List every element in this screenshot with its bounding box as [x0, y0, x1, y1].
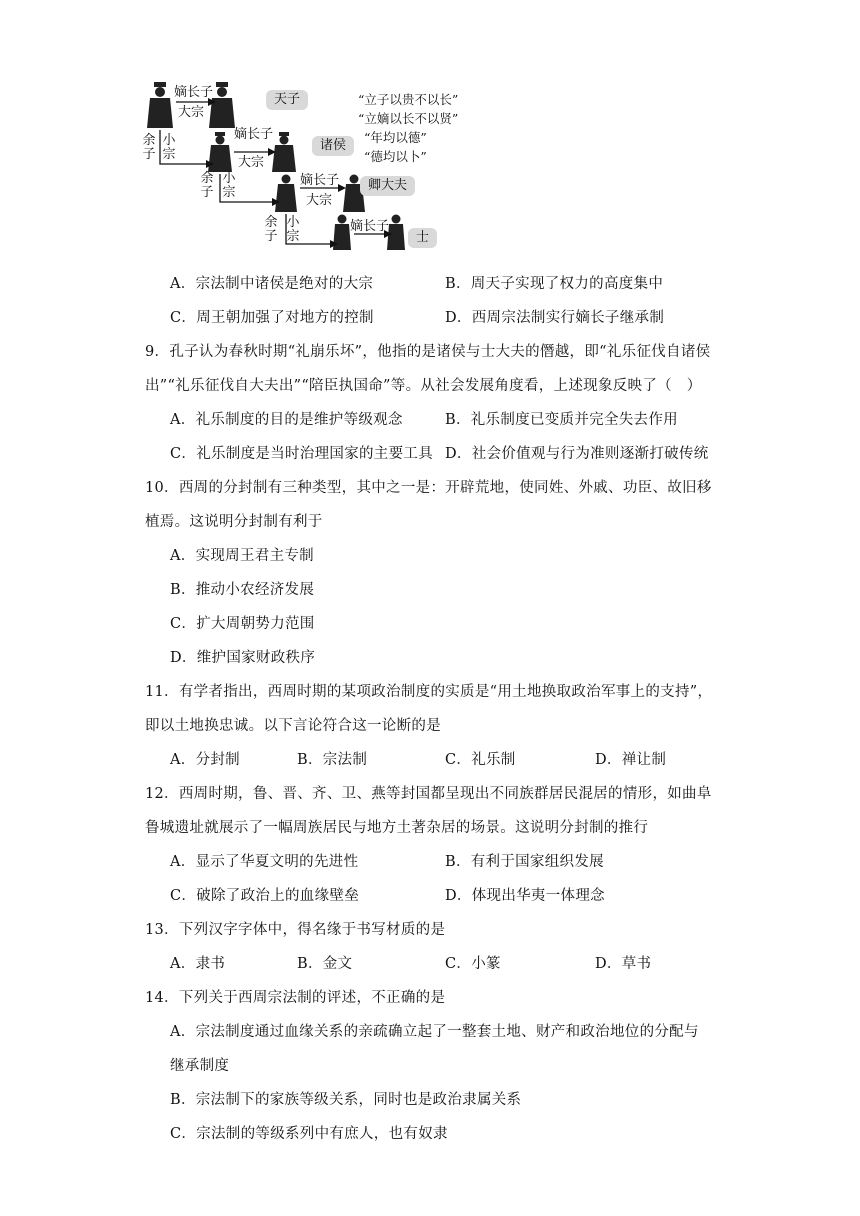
clan-system-diagram	[138, 76, 478, 252]
q10-option-a[interactable]: A．实现周王君主专制	[170, 548, 314, 564]
q9-stem-line: 出”“礼乐征伐自大夫出”“陪臣执国命”等。从社会发展角度看，上述现象反映了（ ）	[145, 378, 702, 394]
q10-stem-line: 植焉。这说明分封制有利于	[145, 514, 323, 530]
quote-line: “立嫡以长不以贤”	[358, 111, 459, 126]
figure-icon	[208, 132, 232, 172]
q9-option-b[interactable]: B．礼乐制度已变质并完全失去作用	[445, 412, 678, 428]
q14-stem-line: 14．下列关于西周宗法制的评述，不正确的是	[145, 990, 446, 1006]
figure-icon	[275, 175, 297, 213]
quote-line: “立子以贵不以长”	[358, 92, 459, 107]
q11-option-d[interactable]: D．禅让制	[595, 752, 667, 768]
minor-lineage-label: 小宗	[286, 215, 300, 244]
q10-stem-line: 10．西周的分封制有三种类型，其中之一是：开辟荒地，使同姓、外戚、功臣、故旧移	[145, 480, 712, 496]
q14-option-c[interactable]: C．宗法制的等级系列中有庶人，也有奴隶	[170, 1126, 448, 1142]
q13-stem-line: 13．下列汉字字体中，得名缘于书写材质的是	[145, 922, 446, 938]
q14-option-a[interactable]: A．宗法制度通过血缘关系的亲疏确立起了一整套土地、财产和政治地位的分配与	[170, 1024, 699, 1040]
heir-label: 嫡长子	[300, 173, 340, 188]
q9-option-d[interactable]: D．社会价值观与行为准则逐渐打破传统	[445, 446, 709, 462]
figure-icon	[387, 215, 405, 251]
q9-option-a[interactable]: A．礼乐制度的目的是维护等级观念	[170, 412, 403, 428]
heir-label: 嫡长子	[234, 127, 274, 142]
rank-tag-tianzi: 天子	[266, 90, 308, 110]
q12-option-a[interactable]: A．显示了华夏文明的先进性	[170, 854, 359, 870]
q11-stem-line: 11．有学者指出，西周时期的某项政治制度的实质是“用土地换取政治军事上的支持”，	[145, 684, 713, 700]
q11-option-a[interactable]: A．分封制	[170, 752, 240, 768]
q13-option-d[interactable]: D．草书	[595, 956, 652, 972]
q12-option-b[interactable]: B．有利于国家组织发展	[445, 854, 604, 870]
minor-lineage-label: 小宗	[222, 171, 236, 200]
rank-tag-zhuhou: 诸侯	[312, 136, 354, 156]
q11-option-c[interactable]: C．礼乐制	[445, 752, 516, 768]
q13-option-a[interactable]: A．隶书	[170, 956, 226, 972]
heir-label: 嫡长子	[174, 85, 214, 100]
rank-tag-qingdafu: 卿大夫	[360, 176, 415, 196]
q11-stem-line: 即以土地换忠诚。以下言论符合这一论断的是	[145, 718, 441, 734]
other-sons-label: 余子	[200, 171, 214, 200]
q13-option-c[interactable]: C．小篆	[445, 956, 501, 972]
q10-option-b[interactable]: B．推动小农经济发展	[170, 582, 315, 598]
quote-line: “年均以德”	[364, 130, 427, 145]
q8-option-c[interactable]: C．周王朝加强了对地方的控制	[170, 310, 374, 326]
q14-option-b[interactable]: B．宗法制下的家族等级关系，同时也是政治隶属关系	[170, 1092, 522, 1108]
q14-option-a-continued: 继承制度	[170, 1058, 230, 1074]
q12-stem-line: 鲁城遗址就展示了一幅周族居民与地方土著杂居的场景。这说明分封制的推行	[145, 820, 649, 836]
other-sons-label: 余子	[142, 133, 156, 162]
minor-lineage-label: 小宗	[162, 133, 176, 162]
q8-option-b[interactable]: B．周天子实现了权力的高度集中	[445, 276, 664, 292]
q10-option-c[interactable]: C．扩大周朝势力范围	[170, 616, 315, 632]
q10-option-d[interactable]: D．维护国家财政秩序	[170, 650, 316, 666]
figure-icon	[147, 82, 173, 128]
heir-label: 嫡长子	[350, 219, 390, 234]
q9-stem-line: 9．孔子认为春秋时期“礼崩乐坏”，他指的是诸侯与士大夫的僭越，即“礼乐征伐自诸侯	[145, 344, 711, 360]
q9-option-c[interactable]: C．礼乐制度是当时治理国家的主要工具	[170, 446, 433, 462]
q8-option-a[interactable]: A．宗法制中诸侯是绝对的大宗	[170, 276, 374, 292]
q12-option-c[interactable]: C．破除了政治上的血缘壁垒	[170, 888, 359, 904]
rank-tag-shi: 士	[408, 228, 437, 248]
other-sons-label: 余子	[264, 215, 278, 244]
major-lineage-label: 大宗	[178, 105, 205, 120]
q12-stem-line: 12．西周时期，鲁、晋、齐、卫、燕等封国都呈现出不同族群居民混居的情形，如曲阜	[145, 786, 712, 802]
q11-option-b[interactable]: B．宗法制	[297, 752, 368, 768]
major-lineage-label: 大宗	[238, 155, 265, 170]
quote-line: “德均以卜”	[364, 149, 427, 164]
q12-option-d[interactable]: D．体现出华夷一体理念	[445, 888, 605, 904]
q8-option-d[interactable]: D．西周宗法制实行嫡长子继承制	[445, 310, 665, 326]
major-lineage-label: 大宗	[306, 193, 333, 208]
q13-option-b[interactable]: B．金文	[297, 956, 353, 972]
